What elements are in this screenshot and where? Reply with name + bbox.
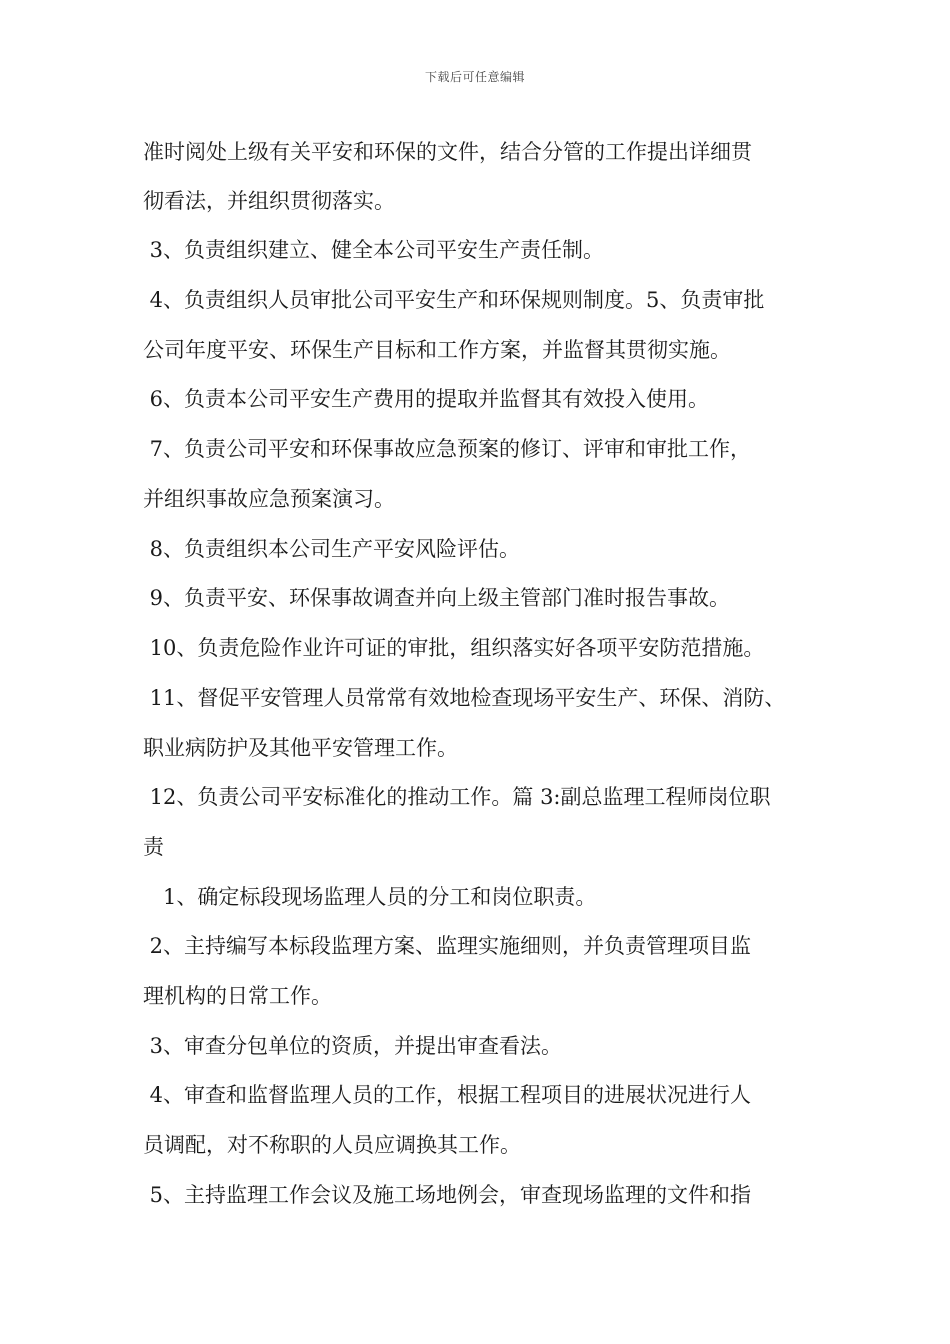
text-line: 6、负责本公司平安生产费用的提取并监督其有效投入使用。 bbox=[143, 387, 710, 411]
text-line: 4、审查和监督监理人员的工作，根据工程项目的进展状况进行人 bbox=[143, 1083, 752, 1107]
text-line: 公司年度平安、环保生产目标和工作方案，并监督其贯彻实施。 bbox=[143, 338, 731, 362]
text-line: 4、负责组织人员审批公司平安生产和环保规则制度。5、负责审批 bbox=[143, 288, 765, 312]
text-line: 3、负责组织建立、健全本公司平安生产责任制。 bbox=[143, 238, 605, 262]
text-line: 9、负责平安、环保事故调查并向上级主管部门准时报告事故。 bbox=[143, 586, 731, 610]
text-line: 彻看法，并组织贯彻落实。 bbox=[143, 189, 395, 213]
text-line: 员调配，对不称职的人员应调换其工作。 bbox=[143, 1133, 521, 1157]
text-line: 8、负责组织本公司生产平安风险评估。 bbox=[143, 537, 521, 561]
text-line: 理机构的日常工作。 bbox=[143, 984, 332, 1008]
text-line: 职业病防护及其他平安管理工作。 bbox=[143, 736, 458, 760]
text-line: 2、主持编写本标段监理方案、监理实施细则，并负责管理项目监 bbox=[143, 934, 752, 958]
text-line: 5、主持监理工作会议及施工场地例会，审查现场监理的文件和指 bbox=[143, 1183, 752, 1207]
text-line: 7、负责公司平安和环保事故应急预案的修订、评审和审批工作， bbox=[143, 437, 752, 461]
page-header: 下载后可任意编辑 bbox=[424, 70, 525, 84]
text-line: 准时阅处上级有关平安和环保的文件，结合分管的工作提出详细贯 bbox=[143, 140, 752, 164]
text-line: 10、负责危险作业许可证的审批，组织落实好各项平安防范措施。 bbox=[143, 636, 765, 660]
text-line: 并组织事故应急预案演习。 bbox=[143, 487, 395, 511]
text-line: 12、负责公司平安标准化的推动工作。篇 3:副总监理工程师岗位职 bbox=[143, 785, 771, 809]
text-line: 3、审查分包单位的资质，并提出审查看法。 bbox=[143, 1034, 563, 1058]
text-line: 责 bbox=[143, 835, 164, 859]
text-line: 1、确定标段现场监理人员的分工和岗位职责。 bbox=[143, 885, 597, 909]
text-line: 11、督促平安管理人员常常有效地检查现场平安生产、环保、消防、 bbox=[143, 686, 786, 710]
